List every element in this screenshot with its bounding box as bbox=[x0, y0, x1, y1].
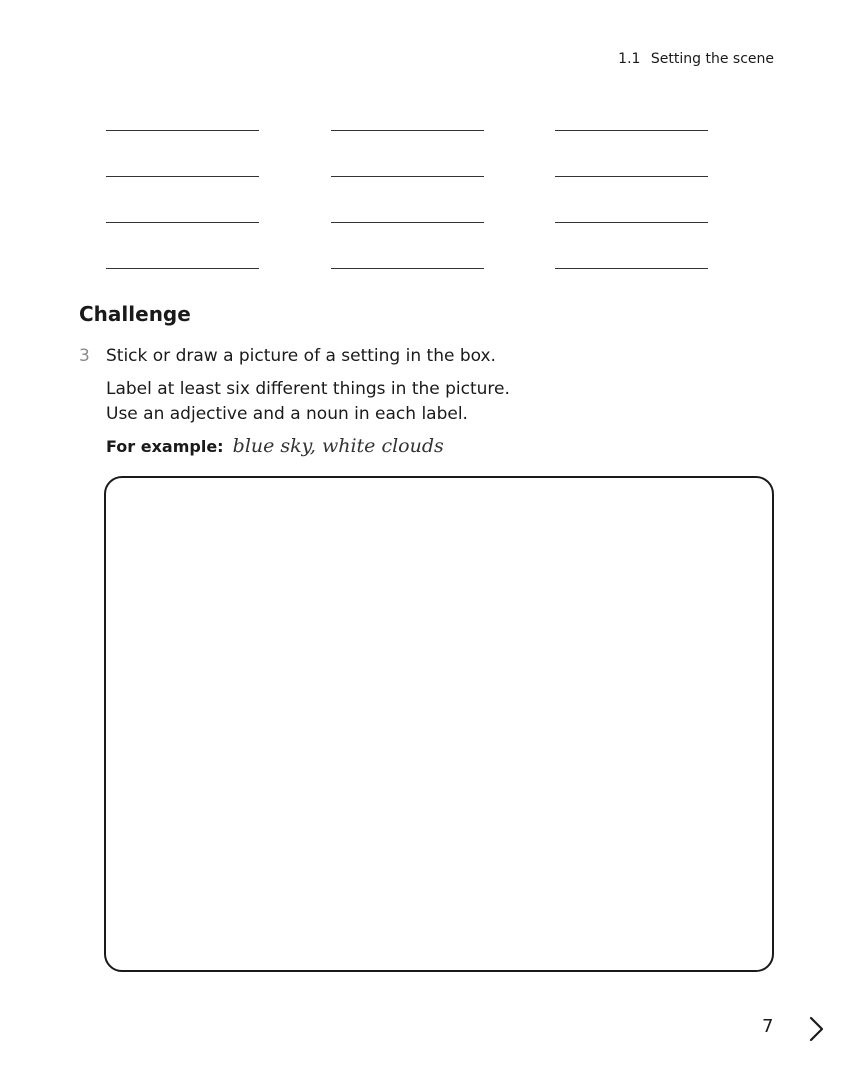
answer-line[interactable] bbox=[106, 268, 259, 269]
example-label: For example: bbox=[106, 437, 224, 456]
instruction-line: Stick or draw a picture of a setting in the box. bbox=[106, 346, 496, 366]
answer-line[interactable] bbox=[331, 268, 484, 269]
answer-line[interactable] bbox=[331, 130, 484, 131]
answer-line[interactable] bbox=[331, 222, 484, 223]
section-number: 1.1 bbox=[618, 51, 641, 67]
example-row bbox=[106, 435, 444, 457]
answer-line[interactable] bbox=[106, 222, 259, 223]
question-number: 3 bbox=[79, 346, 90, 366]
answer-line[interactable] bbox=[106, 176, 259, 177]
answer-line[interactable] bbox=[555, 222, 708, 223]
drawing-box[interactable] bbox=[104, 476, 774, 972]
instruction-line: Label at least six different things in the picture. bbox=[106, 379, 510, 399]
chevron-right-icon[interactable] bbox=[806, 1016, 826, 1042]
answer-line[interactable] bbox=[331, 176, 484, 177]
answer-lines-grid bbox=[106, 130, 710, 270]
instruction-line: Use an adjective and a noun in each label. bbox=[106, 404, 468, 424]
running-header bbox=[618, 51, 774, 67]
answer-line[interactable] bbox=[106, 130, 259, 131]
answer-line[interactable] bbox=[555, 268, 708, 269]
example-text: blue sky, white clouds bbox=[232, 435, 444, 457]
challenge-heading: Challenge bbox=[79, 302, 191, 326]
section-title: Setting the scene bbox=[650, 51, 774, 67]
answer-line[interactable] bbox=[555, 176, 708, 177]
answer-line[interactable] bbox=[555, 130, 708, 131]
page-number: 7 bbox=[762, 1016, 774, 1037]
